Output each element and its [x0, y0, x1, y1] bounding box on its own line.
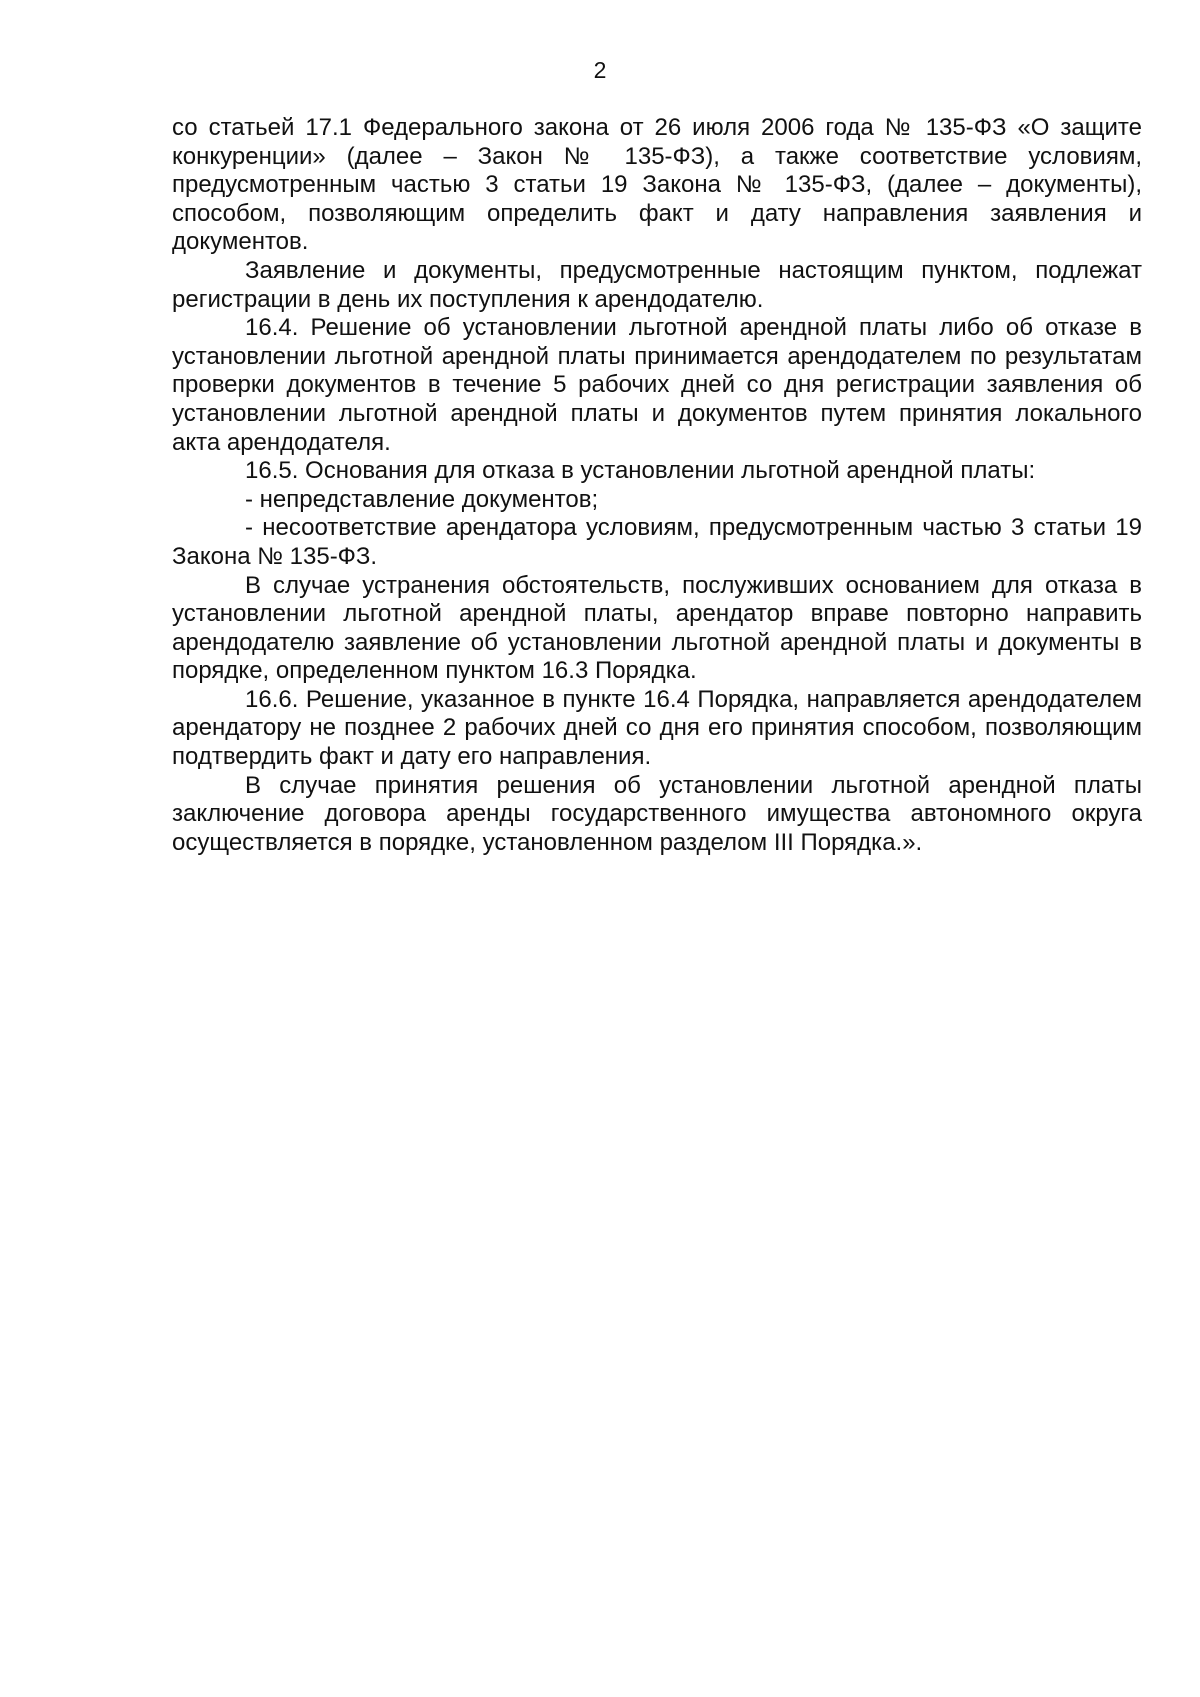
paragraph-registration: Заявление и документы, предусмотренные настоящим пунктом, подлежат регистрации в день их поступления к арендодателю.	[172, 256, 1142, 313]
document-body	[172, 114, 1142, 857]
page-number: 2	[593, 57, 607, 83]
list-item-non-compliance: - несоответствие арендатора условиям, предусмотренным частью 3 статьи 19 Закона № 135-ФЗ.	[172, 514, 1142, 570]
paragraph-16-6: 16.6. Решение, указанное в пункте 16.4 Порядка, направляется арендодателем арендатору не позднее 2 рабочих дней со дня его принятия способом, позволяющим подтвердить факт и дату его направления.	[172, 685, 1142, 771]
paragraph-resubmission: В случае устранения обстоятельств, послуживших основанием для отказа в установлении льготной арендной платы, арендатор вправе повторно направить арендодателю заявление об установлении льготной арендной платы и документы в порядке, определенном пунктом 16.3 Порядка.	[172, 571, 1142, 685]
paragraph-contract: В случае принятия решения об установлении льготной арендной платы заключение договора аренды государственного имущества автономного округа осуществляется в порядке, установленном разделом III Порядка.».	[172, 771, 1142, 856]
paragraph-16-4: 16.4. Решение об установлении льготной арендной платы либо об отказе в установлении льготной арендной платы принимается арендодателем по результатам проверки документов в течение 5 рабочих дней со дня регистрации заявления об установлении льготной арендной платы и документов путем принятия локального акта арендодателя.	[172, 314, 1142, 456]
paragraph-continuation: со статьей 17.1 Федерального закона от 26 июля 2006 года № 135-ФЗ «О защите конкуренции» (далее – Закон № 135-ФЗ), а также соответствие условиям, предусмотренным частью 3 статьи 19 Закона № 135-ФЗ, (далее – документы), способом, позволяющим определить факт и дату направления заявления и документов.	[172, 114, 1142, 256]
paragraph-16-5: 16.5. Основания для отказа в установлении льготной арендной платы:	[245, 457, 1036, 485]
list-item-non-submission: - непредставление документов;	[245, 485, 599, 513]
